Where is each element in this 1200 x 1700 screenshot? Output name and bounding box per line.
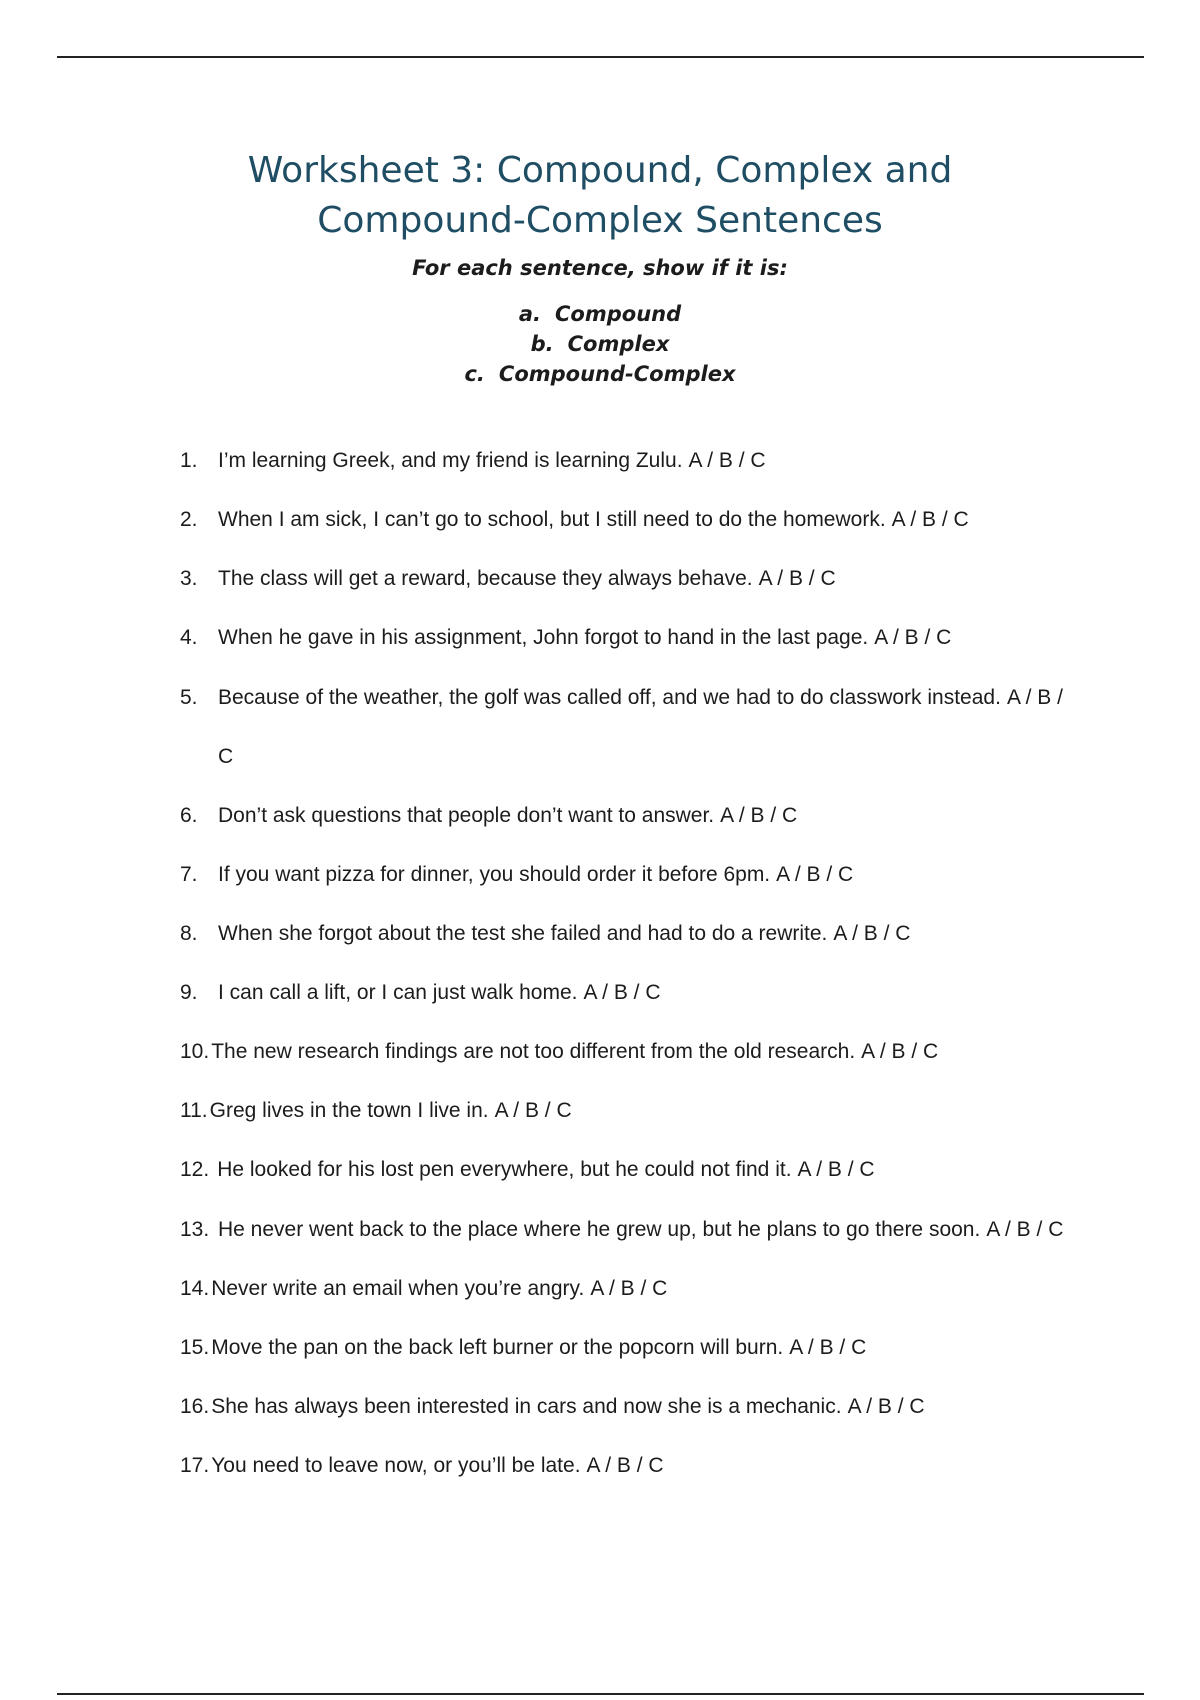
question-item [180,1392,1080,1422]
question-item [180,919,1080,949]
answer-choices: A / B / C [861,1040,939,1063]
option-item [0,359,1200,389]
question-text: Never write an email when you’re angry. [211,1277,585,1300]
worksheet-title: Worksheet 3: Compound, Complex and Compound-Complex Sentences [247,150,953,241]
question-text: The new research findings are not too different from the old research. [211,1040,856,1063]
instruction: For each sentence, show if it is: [412,256,788,280]
question-text: Don’t ask questions that people don’t want to answer. [218,804,715,827]
question-number: 17. [180,1454,210,1477]
answer-choices: A / B / C [776,863,854,886]
question-text: I can call a lift, or I can just walk home. [218,981,578,1004]
question-text: She has always been interested in cars and now she is a mechanic. [211,1395,842,1418]
question-number: 15. [180,1336,210,1359]
question-number: 2. [180,508,198,531]
answer-choices: A / B / C [590,1277,668,1300]
option-list [0,299,1200,389]
question-item [180,446,1080,476]
answer-choices: A / B / C [789,1336,867,1359]
question-item [180,860,1080,890]
answer-choices: A / B / C [218,686,1063,768]
question-item [180,978,1080,1008]
question-number: 3. [180,567,198,590]
question-number: 10. [180,1040,210,1063]
answer-choices: A / B / C [494,1099,572,1122]
answer-choices: A / B / C [874,626,952,649]
answer-choices: A / B / C [720,804,798,827]
question-item [180,1451,1080,1481]
question-text: I’m learning Greek, and my friend is learning Zulu. [218,449,683,472]
option-label: Compound-Complex [498,362,736,386]
question-number: 4. [180,626,198,649]
option-letter: b. [530,332,554,356]
question-number: 14. [180,1277,210,1300]
question-number: 6. [180,804,198,827]
question-item [180,564,1080,594]
option-label: Compound [555,302,682,326]
question-item [180,1333,1080,1363]
answer-choices: A / B / C [583,981,661,1004]
question-text: He never went back to the place where he grew up, but he plans to go there soon. [218,1218,981,1241]
question-item [180,1155,1080,1185]
question-text: When she forgot about the test she failed and had to do a rewrite. [218,922,828,945]
answer-choices: A / B / C [833,922,911,945]
question-item [180,623,1080,653]
answer-choices: A / B / C [847,1395,925,1418]
question-item [180,1200,1080,1259]
option-letter: c. [464,362,485,386]
question-number: 12. [180,1158,210,1181]
question-text: If you want pizza for dinner, you should order it before 6pm. [218,863,771,886]
answer-choices: A / B / C [986,1218,1064,1241]
option-letter: a. [518,302,542,326]
question-text: He looked for his lost pen everywhere, but he could not find it. [217,1158,792,1181]
question-item [180,668,1080,786]
question-number: 11. [180,1099,208,1122]
question-item [180,1274,1080,1304]
question-number: 5. [180,686,198,709]
question-item [180,1096,1080,1126]
question-number: 8. [180,922,198,945]
option-label: Complex [567,332,670,356]
question-text: The class will get a reward, because they always behave. [218,567,753,590]
question-text: Move the pan on the back left burner or the popcorn will burn. [211,1336,784,1359]
question-text: When he gave in his assignment, John forgot to hand in the last page. [218,626,869,649]
question-text: Greg lives in the town I live in. [209,1099,489,1122]
question-text: Because of the weather, the golf was called off, and we had to do classwork instead. [218,686,1001,709]
bottom-rule [57,1693,1144,1695]
answer-choices: A / B / C [758,567,836,590]
question-item [180,505,1080,535]
question-text: You need to leave now, or you’ll be late. [211,1454,581,1477]
top-rule [57,56,1144,58]
question-list [180,446,1080,1510]
question-number: 7. [180,863,198,886]
question-text: When I am sick, I can’t go to school, but I still need to do the homework. [218,508,886,531]
question-item [180,801,1080,831]
answer-choices: A / B / C [797,1158,875,1181]
answer-choices: A / B / C [688,449,766,472]
option-item [0,329,1200,359]
question-item [180,1037,1080,1067]
answer-choices: A / B / C [586,1454,664,1477]
question-number: 16. [180,1395,210,1418]
question-number: 1. [180,449,198,472]
answer-choices: A / B / C [891,508,969,531]
question-number: 9. [180,981,198,1004]
question-number: 13. [180,1218,210,1241]
option-item [0,299,1200,329]
